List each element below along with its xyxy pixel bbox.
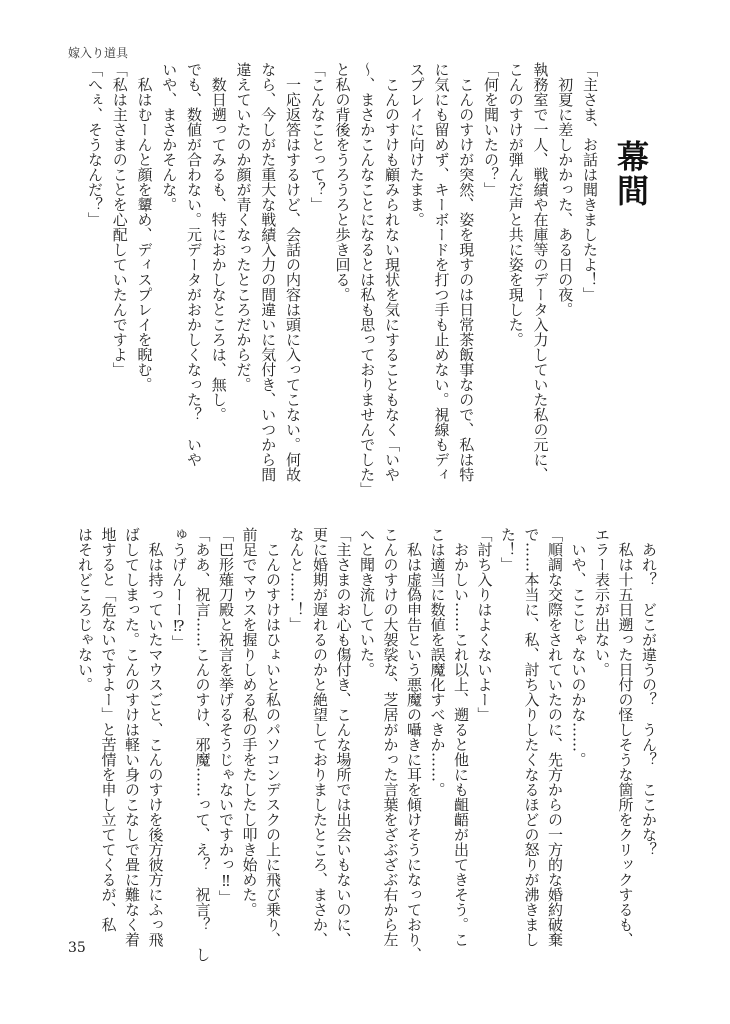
text-line: 「討ち入りはよくないよー」: [475, 527, 494, 722]
text-line: 一応返答はするけど、会話の内容は頭に入ってこない。何故: [284, 62, 302, 482]
text-line: た！」: [499, 527, 517, 572]
text-line: 「私は主さまのことを心配していたんですよ」: [110, 62, 129, 377]
text-line: 初夏に差しかかった、ある日の夜。: [556, 62, 575, 317]
text-block-upper: [82, 62, 602, 497]
text-line: 「順調な交際をされていたのに、先方からの一方的な婚約破棄: [546, 527, 564, 947]
text-line: はそれどころじゃない。: [76, 527, 94, 692]
text-line: 「巴形薙刀殿と祝言を挙げるそうじゃないですかっ‼」: [217, 527, 235, 905]
text-line: エラー表示が出ない。: [593, 527, 611, 677]
text-line: 前足でマウスを握りしめる私の手をたしたし叩き始めた。: [240, 527, 259, 917]
text-line: 違えていたのか顔が青くなったところだからだ。: [234, 62, 253, 392]
text-line: 〜、まさかこんなことになるとは私も思っておりませんでした」: [358, 62, 377, 497]
text-line: 「へぇ、そうなんだ？」: [86, 62, 104, 227]
text-line: と私の背後をうろうろと歩き回る。: [333, 62, 352, 302]
text-line: 更に婚期が遅れるのかと絶望しておりましたところ、まさか、: [311, 527, 329, 947]
text-line: で……本当に、私、討ち入りしたくなるほどの怒りが沸きまし: [522, 527, 541, 947]
text-line: に気にも留めず、キーボードを打つ手も止めない。視線もディ: [432, 62, 451, 482]
text-line: いや、ここじゃないのかな……。: [569, 527, 588, 767]
text-line: こんのすけが突然、姿を現すのは日常茶飯事なので、私は特: [457, 62, 476, 482]
text-line: 「何を聞いたの？」: [482, 62, 500, 197]
text-line: こは適当に数値を誤魔化すべきか……。: [428, 527, 447, 797]
text-line: 地すると「危ないですよー」と苦情を申し立ててくるが、私: [99, 527, 118, 932]
text-line: いや、まさかそんな。: [160, 62, 179, 212]
text-line: ゅうげんーー⁉」: [170, 527, 188, 650]
text-line: でも、数値が合わない。元データがおかしくなった？ いや: [185, 62, 203, 467]
text-line: スプレイに向けたまま。: [407, 62, 426, 227]
chapter-title: 幕間: [612, 140, 650, 208]
text-line: こんのすけが弾んだ声と共に姿を現した。: [506, 62, 525, 347]
text-line: こんのすけの大袈裟な、芝居がかった言葉をざぶざぶ右から左: [381, 527, 400, 947]
text-line: こんのすけはひょいと私のパソコンデスクの上に飛び乗り、: [264, 527, 282, 947]
text-line: 「主さま、お話は聞きましたよ！」: [581, 62, 599, 302]
text-line: あれ？ どこが違うの？ うん？ ここかな？: [640, 527, 658, 857]
text-line: 「主さまのお心も傷付き、こんな場所では出会いもないのに、: [334, 527, 353, 947]
text-line: 私は持っていたマウスごと、こんのすけを後方彼方にふっ飛: [146, 527, 165, 947]
text-line: 「ああ、祝言……こんのすけ、邪魔……って、え？ 祝言？ し: [193, 527, 212, 962]
text-line: へと聞き流していた。: [358, 527, 376, 677]
text-line: 「こんなことって？」: [308, 62, 327, 212]
text-line: 私は虚偽申告という悪魔の囁きに耳を傾けそうになっており、: [405, 527, 423, 962]
text-block-lower: [73, 527, 661, 972]
text-line: こんのすけも顧みられない現状を気にすることもなく「いや: [383, 62, 401, 482]
text-line: 数日遡ってみるも、特におかしなところは、無し。: [209, 62, 228, 422]
text-line: なんと……！」: [287, 527, 306, 632]
text-line: なら、今しがた重大な戦績入力の間違いに気付き、いつから間: [259, 62, 278, 482]
running-head: 嫁入り道具: [68, 46, 129, 60]
text-line: 私は十五日遡った日付の怪しそうな箇所をクリックするも、: [616, 527, 635, 947]
page-number: 35: [68, 940, 86, 956]
text-line: おかしい……これ以上、遡ると他にも齟齬が出てきそう。こ: [452, 527, 470, 947]
text-line: 執務室で一人、戦績や在庫等のデータ入力していた私の元に、: [531, 62, 550, 482]
text-line: 私はむーんと顔を顰め、ディスプレイを睨む。: [135, 62, 154, 392]
text-line: ばしてしまった。こんのすけは軽い身のこなしで畳に難なく着: [123, 527, 141, 947]
